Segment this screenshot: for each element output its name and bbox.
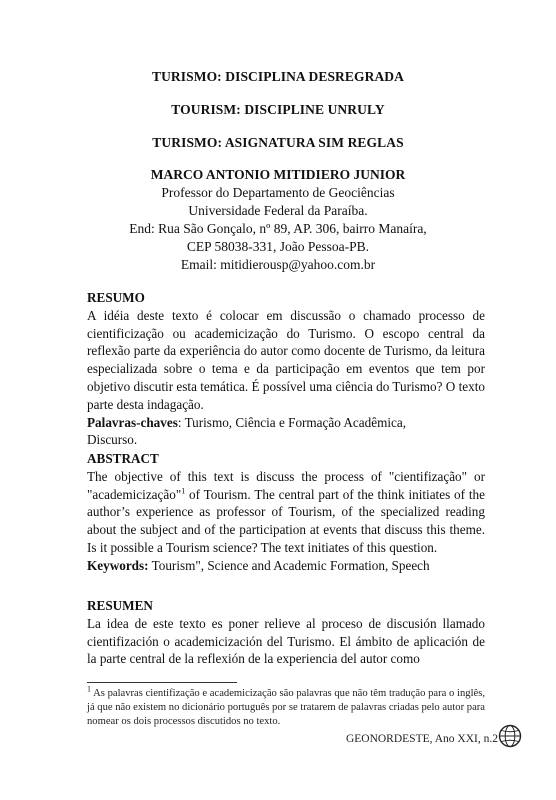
author-address-line: End: Rua São Gonçalo, nº 89, AP. 306, bairro Manaíra,: [129, 221, 427, 236]
abstract-body: [87, 468, 485, 557]
abstract-heading: ABSTRACT: [87, 451, 159, 466]
resumen-heading: RESUMEN: [87, 598, 153, 613]
resumen-body: La idea de este texto es poner relieve al proceso de discusión llamado cientifización o academicización del Turismo. El ámbito de aplicación de la parte central de la reflexión de la experiencia del autor como: [87, 615, 485, 667]
footnote-divider: [87, 682, 237, 683]
author-affiliation-line: Universidade Federal da Paraíba.: [188, 203, 368, 218]
journal-footer: GEONORDESTE, Ano XXI, n.2: [345, 733, 498, 745]
author-affiliation-line: Professor do Departamento de Geociências: [161, 185, 395, 200]
title-spanish: TURISMO: ASIGNATURA SIM REGLAS: [152, 135, 404, 150]
footnote: [87, 684, 485, 729]
abstract-body-start: The objective of this text is discuss the process of "cientifização" or "academicização": [87, 468, 485, 502]
resumo-section: [87, 289, 485, 449]
abstract-body-end: of Tourism. The central part of the think initiates of the author’s experience as professor of Tourism, of the specialized reading about the subject and of the participation at events that discuss this theme. Is it possible a Tourism science? The text initiates of this question.: [87, 486, 485, 555]
title-portuguese: TURISMO: DISCIPLINA DESREGRADA: [151, 69, 405, 84]
author-address-line: CEP 58038-331, João Pessoa-PB.: [186, 239, 370, 254]
author-name: MARCO ANTONIO MITIDIERO JUNIOR: [150, 167, 406, 182]
abstract-keywords-label: Keywords:: [87, 557, 149, 573]
resumo-keywords: [87, 414, 485, 432]
author-email: Email: mitidierousp@yahoo.com.br: [180, 257, 376, 272]
abstract-keywords: [87, 557, 485, 575]
resumo-keywords-continued: Discurso.: [87, 432, 138, 448]
footnote-text: As palavras cientifização e academicização são palavras que não têm tradução para o inglês, já que não existem no dicionário português por se tratarem de palavras criadas pelo autor para nomear os dois processos discutidos no texto.: [87, 688, 485, 727]
abstract-keywords-text: Tourism", Science and Academic Formation, Speech: [148, 557, 430, 573]
footnote-reference[interactable]: 1: [181, 486, 186, 496]
resumo-keywords-label: Palavras-chaves: [87, 414, 178, 430]
resumo-keywords-text: : Turismo, Ciência e Formação Acadêmica,: [177, 414, 407, 430]
resumo-heading: RESUMO: [87, 290, 145, 305]
footnote-mark: 1: [87, 684, 91, 694]
globe-icon: [498, 724, 522, 748]
resumo-body: A idéia deste texto é colocar em discussão o chamado processo de cientificização ou academicização do Turismo. O escopo central da reflexão parte da experiência do autor como docente de Turismo, da leitura especializada sobre o tema e da participação em eventos que tem por objetivo discutir esta temática. É possível uma ciência do Turismo? O texto parte desta indagação.: [87, 307, 485, 412]
resumen-section: [87, 597, 485, 668]
title-english: TOURISM: DISCIPLINE UNRULY: [171, 102, 385, 117]
abstract-section: [87, 450, 485, 575]
author-block: [0, 166, 556, 274]
